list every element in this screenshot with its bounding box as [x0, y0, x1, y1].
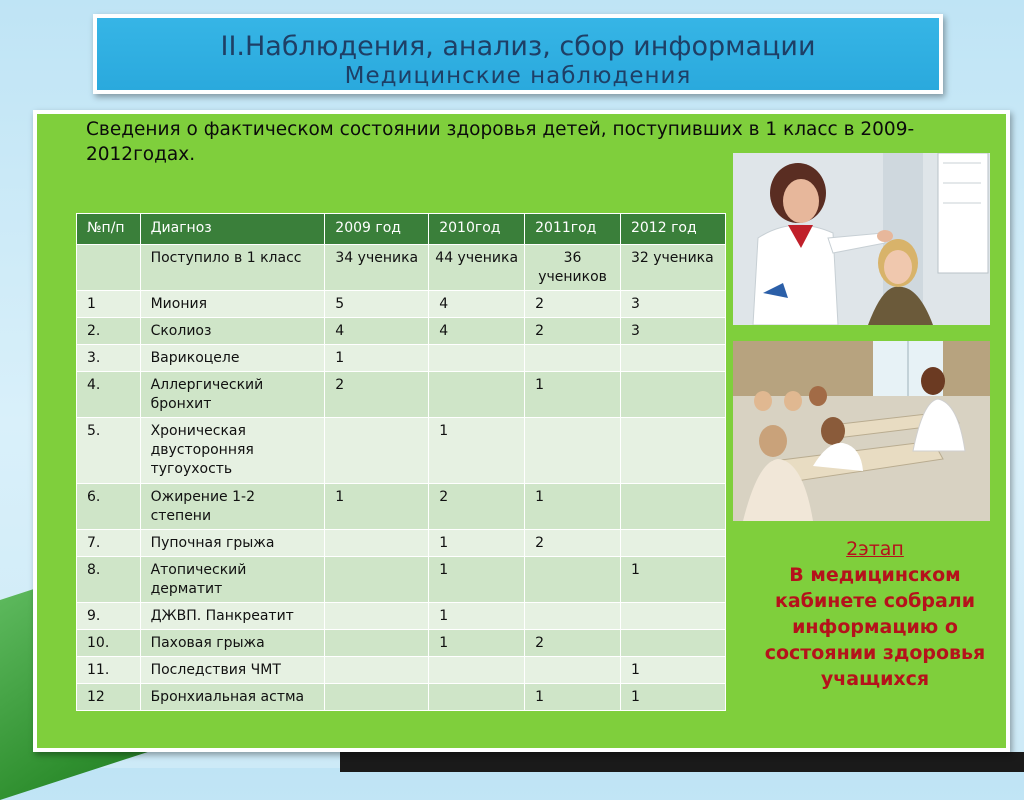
stage-caption	[745, 536, 1005, 692]
table-cell: 3	[620, 291, 725, 318]
table-cell: 2	[525, 630, 621, 657]
stage-label: 2этап	[846, 538, 904, 560]
table-cell: Ожирение 1-2 степени	[140, 484, 325, 530]
table-cell	[325, 603, 429, 630]
table-cell: 4	[429, 318, 525, 345]
table-row	[77, 318, 726, 345]
table-cell: ДЖВП. Панкреатит	[140, 603, 325, 630]
table-cell	[325, 684, 429, 711]
table-cell: 10.	[77, 630, 141, 657]
table-cell: Пупочная грыжа	[140, 530, 325, 557]
table-cell: 1	[429, 418, 525, 484]
table-cell: 2	[429, 484, 525, 530]
table-cell: Последствия ЧМТ	[140, 657, 325, 684]
table-row	[77, 657, 726, 684]
table-cell	[620, 372, 725, 418]
column-header-2010: 2010год	[429, 214, 525, 245]
table-row	[77, 630, 726, 657]
table-cell: Миония	[140, 291, 325, 318]
table-cell	[77, 245, 141, 291]
table-cell: 9.	[77, 603, 141, 630]
table-cell: 4.	[77, 372, 141, 418]
table-cell	[620, 418, 725, 484]
table-cell: 34 ученика	[325, 245, 429, 291]
table-row	[77, 530, 726, 557]
table-cell: 1	[325, 484, 429, 530]
table-cell: 1	[620, 557, 725, 603]
intro-text: Сведения о фактическом состоянии здоровья детей, поступивших в 1 класс в 2009-2012годах.	[86, 119, 915, 165]
table-row	[77, 372, 726, 418]
column-header-diagnosis: Диагноз	[140, 214, 325, 245]
table-row	[77, 418, 726, 484]
table-cell: 7.	[77, 530, 141, 557]
table-row	[77, 345, 726, 372]
table-row	[77, 291, 726, 318]
table-cell: 32 ученика	[620, 245, 725, 291]
table-cell: 2	[525, 530, 621, 557]
table-cell	[620, 630, 725, 657]
table-cell	[525, 345, 621, 372]
table-cell: 1	[620, 684, 725, 711]
table-cell	[525, 657, 621, 684]
table-cell: 12	[77, 684, 141, 711]
table-cell: Паховая грыжа	[140, 630, 325, 657]
table-cell	[620, 530, 725, 557]
photo-classroom-illustration	[733, 341, 990, 521]
stage-description: В медицинском кабинете собрали информацию о состоянии здоровья учащихся	[764, 564, 986, 690]
table-cell: 1	[525, 372, 621, 418]
background-dark-stripe	[340, 752, 1024, 772]
table-cell: 4	[325, 318, 429, 345]
photo-classroom	[733, 341, 990, 521]
table-cell	[525, 557, 621, 603]
table-cell: 3.	[77, 345, 141, 372]
table-cell: 36 учеников	[525, 245, 621, 291]
table-cell: Хроническая двусторонняя тугоухость	[140, 418, 325, 484]
table-cell: 11.	[77, 657, 141, 684]
table-cell: 3	[620, 318, 725, 345]
photo-height-measurement-illustration	[733, 153, 990, 325]
table-cell: 8.	[77, 557, 141, 603]
table-cell: Варикоцеле	[140, 345, 325, 372]
table-cell	[525, 418, 621, 484]
health-data-table	[76, 213, 726, 711]
table-cell: 44 ученика	[429, 245, 525, 291]
title-banner	[93, 14, 943, 94]
table-cell: 1	[429, 557, 525, 603]
table-cell: 2	[325, 372, 429, 418]
table-cell: 4	[429, 291, 525, 318]
table-row	[77, 557, 726, 603]
table-cell: 2.	[77, 318, 141, 345]
table-cell	[429, 345, 525, 372]
table-row	[77, 684, 726, 711]
table-cell	[429, 684, 525, 711]
slide-title: II.Наблюдения, анализ, сбор информации	[220, 31, 816, 62]
table-cell: Бронхиальная астма	[140, 684, 325, 711]
table-cell	[620, 603, 725, 630]
table-cell: 1	[429, 603, 525, 630]
table-row	[77, 484, 726, 530]
table-cell: Сколиоз	[140, 318, 325, 345]
table-cell: 5	[325, 291, 429, 318]
slide-subtitle: Медицинские наблюдения	[344, 63, 692, 89]
table-cell	[325, 557, 429, 603]
table-cell: 2	[525, 291, 621, 318]
table-cell	[620, 345, 725, 372]
column-header-2009: 2009 год	[325, 214, 429, 245]
table-cell	[325, 630, 429, 657]
table-cell	[620, 484, 725, 530]
table-cell: 1	[429, 630, 525, 657]
table-cell: Аллергический бронхит	[140, 372, 325, 418]
table-cell: Поступило в 1 класс	[140, 245, 325, 291]
table-cell: 2	[525, 318, 621, 345]
table-cell: 5.	[77, 418, 141, 484]
table-cell: 1	[429, 530, 525, 557]
table-cell	[325, 530, 429, 557]
column-header-2012: 2012 год	[620, 214, 725, 245]
column-header-2011: 2011год	[525, 214, 621, 245]
table-header-row	[77, 214, 726, 245]
table-cell	[429, 372, 525, 418]
table-cell	[429, 657, 525, 684]
column-header-number: №п/п	[77, 214, 141, 245]
table-cell: 1	[525, 484, 621, 530]
table-cell: 6.	[77, 484, 141, 530]
table-row	[77, 245, 726, 291]
photo-height-measurement	[733, 153, 990, 325]
table-cell: 1	[525, 684, 621, 711]
table-cell: 1	[77, 291, 141, 318]
table-cell: 1	[325, 345, 429, 372]
table-row	[77, 603, 726, 630]
table-cell	[525, 603, 621, 630]
table-cell: Атопический дерматит	[140, 557, 325, 603]
table-cell	[325, 418, 429, 484]
table-cell	[325, 657, 429, 684]
table-cell: 1	[620, 657, 725, 684]
